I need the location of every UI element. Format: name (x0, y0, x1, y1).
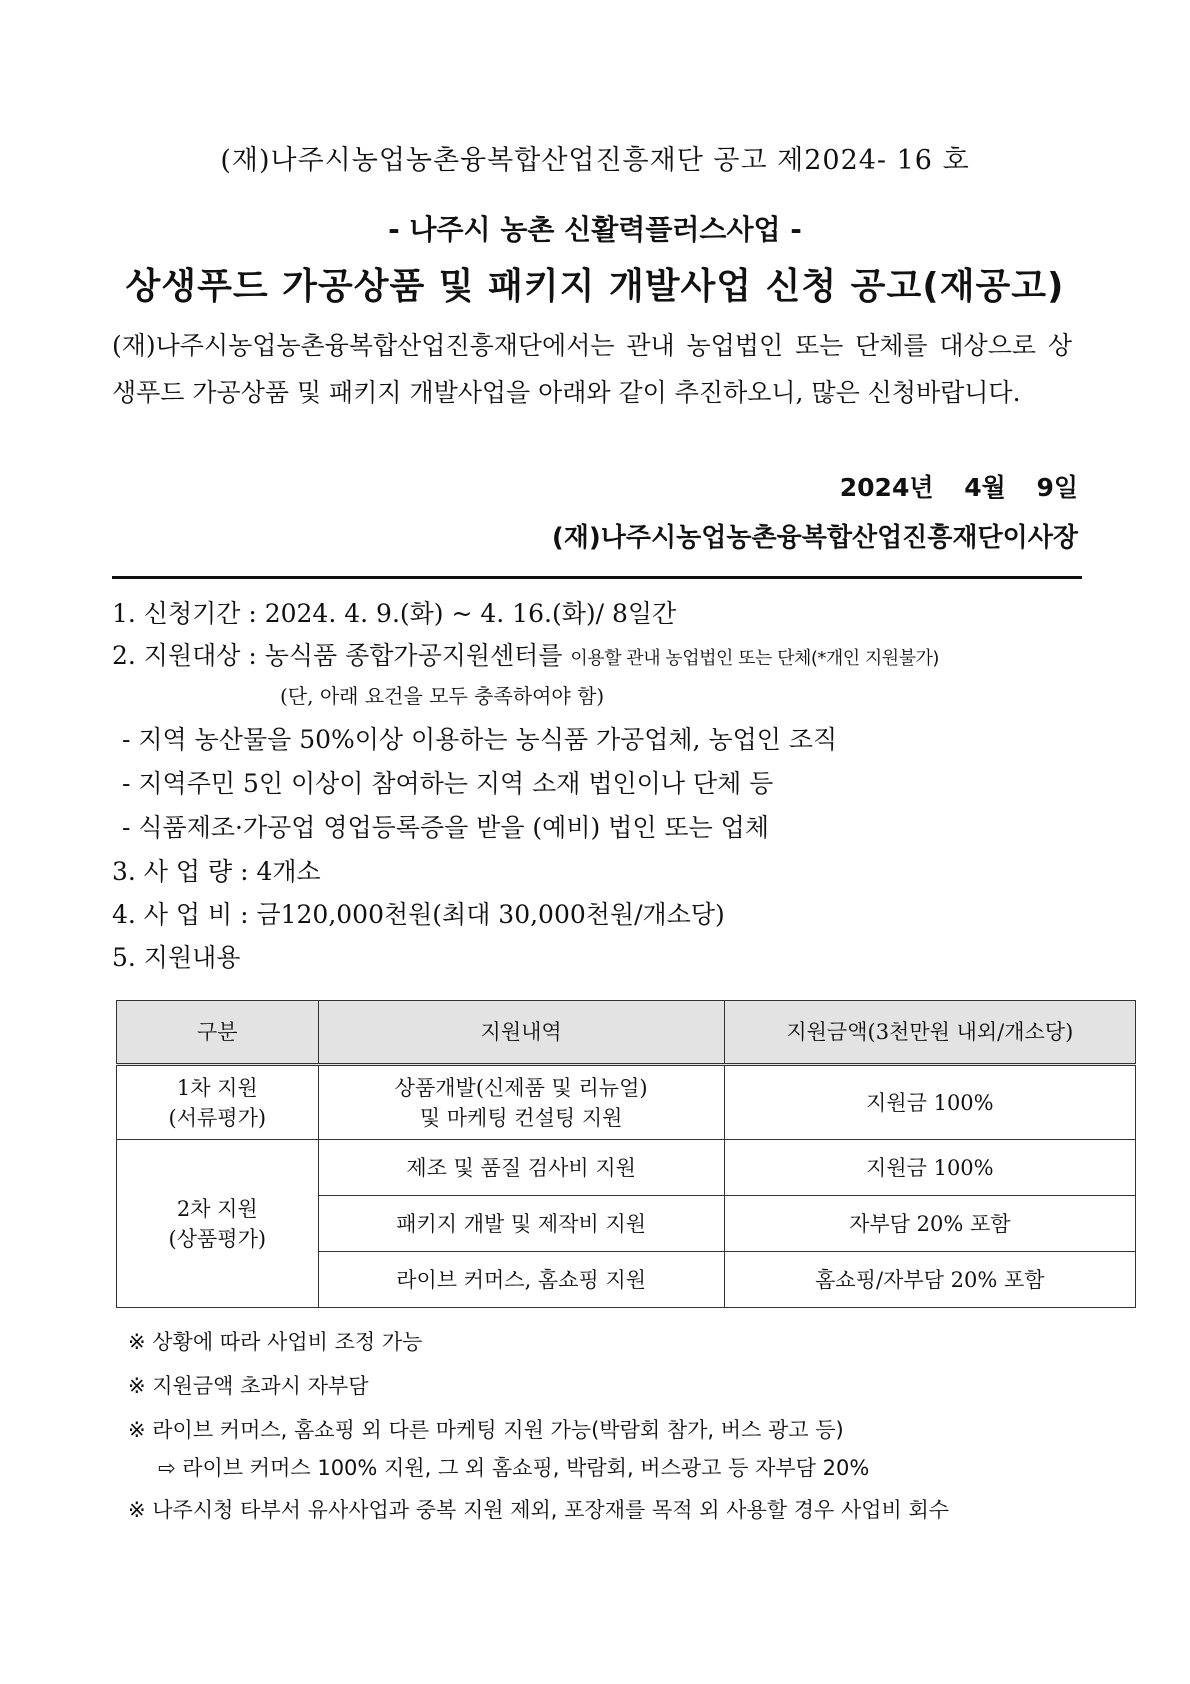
note-item: ※ 라이브 커머스, 홈쇼핑 외 다른 마케팅 지원 가능(박람회 참가, 버스 광고 등) (128, 1418, 844, 1442)
table-row (117, 1140, 1136, 1196)
business-budget: 4. 사 업 비 : 금120,000천원(최대 30,000천원/개소당) (112, 900, 725, 929)
note-sub-item: ⇨ 라이브 커머스 100% 지원, 그 외 홈쇼핑, 박람회, 버스광고 등 자부담 20% (158, 1456, 870, 1480)
stage1-eval: (서류평가) (168, 1105, 267, 1130)
stage2-amount-1: 지원금 100% (724, 1140, 1135, 1196)
table-row (117, 1065, 1136, 1140)
issuer-name: (재)나주시농업농촌융복합산업진흥재단이사장 (551, 523, 1078, 553)
stage1-category (117, 1065, 319, 1140)
notice-date: 2024년 4월 9일 (839, 473, 1078, 502)
header-detail: 지원내역 (318, 1001, 724, 1065)
stage2-detail-1: 제조 및 품질 검사비 지원 (318, 1140, 724, 1196)
page-title: 상생푸드 가공상품 및 패키지 개발사업 신청 공고(재공고) (125, 266, 1065, 307)
business-quantity: 3. 사 업 량 : 4개소 (112, 857, 321, 886)
application-period: 1. 신청기간 : 2024. 4. 9.(화) ~ 4. 16.(화)/ 8일간 (112, 599, 677, 628)
stage2-detail-3: 라이브 커머스, 홈쇼핑 지원 (318, 1252, 724, 1308)
intro-paragraph: (재)나주시농업농촌융복합산업진흥재단에서는 관내 농업법인 또는 단체를 대상으로 상생푸드 가공상품 및 패키지 개발사업을 아래와 같이 추진하오니, 많은 신청바랍니다. (112, 331, 1072, 407)
stage1-detail (318, 1065, 724, 1140)
stage2-eval: (상품평가) (168, 1226, 267, 1251)
support-target-label: 2. 지원대상 : 농식품 종합가공지원센터를 (112, 641, 563, 670)
stage2-amount-3: 홈쇼핑/자부담 20% 포함 (724, 1252, 1135, 1308)
notice-number: (재)나주시농업농촌융복합산업진흥재단 공고 제2024- 16 호 (220, 145, 970, 176)
requirement-3: - 식품제조·가공업 영업등록증을 받을 (예비) 법인 또는 업체 (122, 813, 769, 842)
subtitle: - 나주시 농촌 신활력플러스사업 - (388, 213, 802, 246)
support-target (112, 636, 939, 672)
stage2-detail-2: 패키지 개발 및 제작비 지원 (318, 1196, 724, 1252)
stage1-detail-line1: 상품개발(신제품 및 리뉴얼) (394, 1075, 648, 1100)
support-content-heading: 5. 지원내용 (112, 943, 241, 972)
header-amount: 지원금액(3천만원 내외/개소당) (724, 1001, 1135, 1065)
table-header-row (117, 1001, 1136, 1065)
note-item: ※ 상황에 따라 사업비 조정 가능 (128, 1330, 423, 1354)
header-category: 구분 (117, 1001, 319, 1065)
stage2-name: 2차 지원 (176, 1196, 258, 1221)
stage1-detail-line2: 및 마케팅 컨설팅 지원 (419, 1105, 623, 1130)
target-condition: (단, 아래 요건을 모두 충족하여야 함) (280, 684, 605, 708)
note-item: ※ 나주시청 타부서 유사사업과 중복 지원 제외, 포장재를 목적 외 사용할 경우 사업비 회수 (128, 1498, 950, 1522)
stage1-amount: 지원금 100% (724, 1065, 1135, 1140)
note-item: ※ 지원금액 초과시 자부담 (128, 1374, 369, 1398)
support-table (116, 1000, 1136, 1308)
support-target-rest: 이용할 관내 농업법인 또는 단체(*개인 지원불가) (570, 648, 939, 669)
divider (112, 576, 1082, 579)
stage2-category (117, 1140, 319, 1308)
stage1-name: 1차 지원 (176, 1075, 258, 1100)
requirement-2: - 지역주민 5인 이상이 참여하는 지역 소재 법인이나 단체 등 (122, 769, 774, 798)
requirement-1: - 지역 농산물을 50%이상 이용하는 농식품 가공업체, 농업인 조직 (122, 725, 838, 754)
stage2-amount-2: 자부담 20% 포함 (724, 1196, 1135, 1252)
